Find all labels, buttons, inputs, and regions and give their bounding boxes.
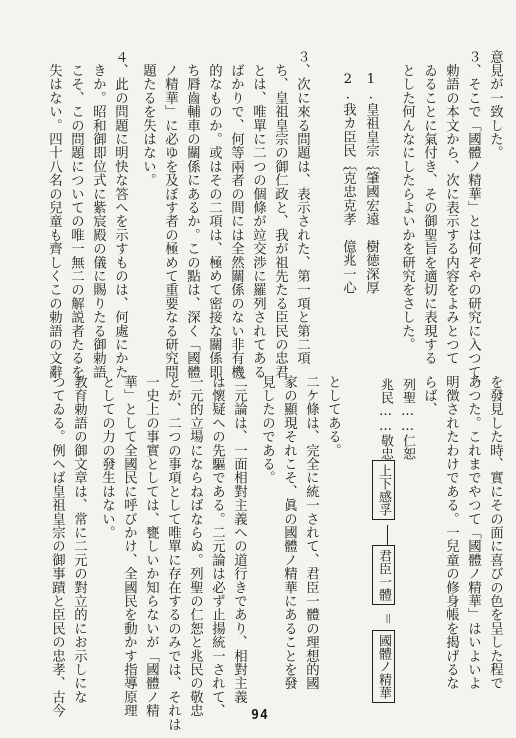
text-column: ばかりで、何等兩者の間には全然關係のない非有機 — [228, 50, 244, 379]
text-column: らば、 — [421, 375, 437, 417]
text-column: 意見が一致した。 — [487, 50, 503, 160]
text-column: 二元論は、一面相對主義への道行きであり、相對主義 — [231, 375, 247, 704]
diagram-box-national-essence: 國體ノ精華 — [372, 630, 395, 703]
text-column: きか。昭和御即位式に紫宸殿の儀に賜りたる御勅語 — [90, 50, 106, 379]
text-column: を發見した時、實にその面に喜びの色を呈した程で — [487, 375, 503, 691]
text-column: 見したのである。 — [259, 375, 275, 485]
text-column: 教育勅語の御文章は、常に二元の對立的にお示しにな — [71, 375, 87, 704]
text-column: とが、二つの事項として唯單に存在するのみでは、それは — [165, 375, 181, 732]
text-column: としての力の發生はない。 — [99, 375, 115, 540]
text-column: 明徴されたわけである。一兒童の修身帳を揭げるな — [443, 375, 459, 691]
text-column: 二ケ條は、完全に統一されて、君臣一體の理想的國 — [303, 375, 319, 691]
page-number: 94 — [251, 708, 269, 723]
text-column: ４、此の問題に明快な答へを示すものは、何處にかた — [112, 50, 128, 379]
text-column: は懷疑への先驅である。二元論は必ず止揚統一されて、 — [209, 375, 225, 718]
diagram-box-sovereign-subject: 君臣一體 — [372, 545, 395, 605]
text-column: としてある。 — [325, 375, 341, 458]
text-column: 題たるを失はない。 — [140, 50, 156, 187]
text-column: 勅語の本文から、次に表示する内容をよみとつて — [443, 50, 459, 366]
text-column: 失はない。四十八名の兒童も齊しくこの勅語の文辭 — [46, 50, 62, 379]
diagram-row-1-label: 列聖……仁恕 — [400, 378, 415, 460]
text-column: 華」として全國民に呼びかけ、全國民を動かす指導原理 — [121, 375, 137, 718]
diagram-connector — [387, 525, 388, 545]
outline-item-1: 1.皇祖皇宗｛肇國宏遠 樹徳深厚 — [363, 72, 379, 295]
text-column: 一元的立場にならねばならぬ。列聖の仁恕と兆民の敬忠 — [187, 375, 203, 718]
text-column: 家の顯現それこそ、眞の國體ノ精華にあることを發 — [281, 375, 297, 691]
text-column: こそ、この問題についての唯一無二の解説者たるを — [68, 50, 84, 379]
diagram-equals-sign: ＝ — [379, 612, 394, 625]
text-column: ち脣齒輔車の關係にあるか。この點は、深く「國體 — [184, 50, 200, 379]
text-column: ３、次に來る問題は、表示された、第一項と第二項 — [294, 50, 310, 366]
text-column: ゐることに氣付き、その御聖旨を適切に表現する — [421, 50, 437, 366]
diagram-box-upper-lower: 上下感孚 — [372, 460, 395, 520]
text-column: あつた。これまでやつて「國體ノ精華」はいよいよ — [465, 375, 481, 691]
diagram-row-2-label: 兆民……敬忠 — [378, 378, 393, 460]
text-column: つてゐる。例へば皇祖皇宗の御事蹟と臣民の忠孝、古今 — [49, 375, 65, 718]
text-column: 的なものか。或はその二項は、極めて密接な關係即 — [206, 50, 222, 379]
outline-item-2: 2.我カ臣民｛克忠克孝 億兆一心 — [340, 72, 356, 295]
text-column: 一史上の事實としては、甕しいか知らないが「國體ノ精 — [143, 375, 159, 718]
text-column: ３、そこで「國體ノ精華」とは何ぞやの研究に入つて、 — [465, 50, 481, 393]
text-column: とした何んなにしたらよいかを研究をさした。 — [399, 50, 415, 352]
text-column: ノ精華」に必ゆを及ぼす者の極めて重要なる研究問 — [162, 50, 178, 379]
text-column: ち、皇祖皇宗の御仁政と、我が祖先たる臣民の忠君 — [272, 50, 288, 379]
text-column: とは、唯單に二つの個條が竝交渉に羅列されてある — [250, 50, 266, 379]
